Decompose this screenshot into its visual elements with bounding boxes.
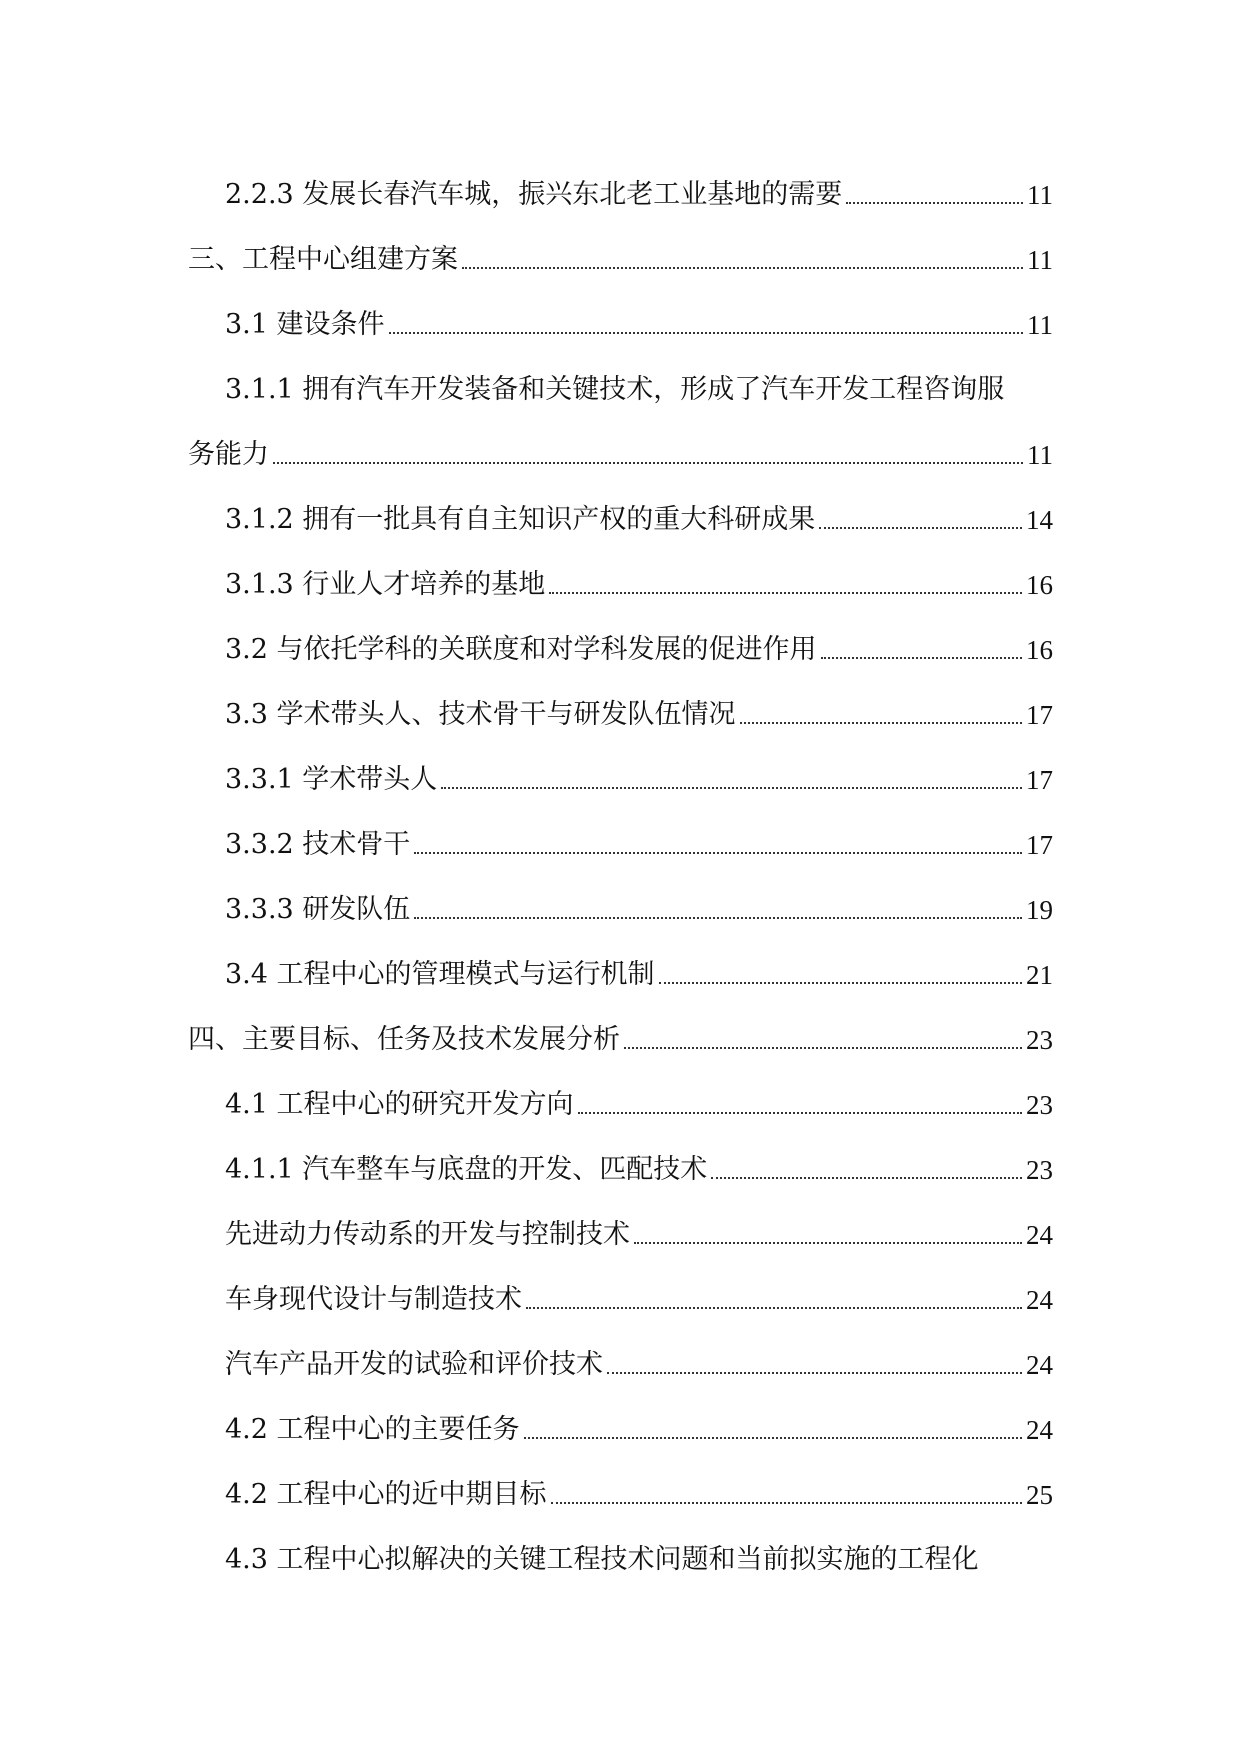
toc-dot-leader	[846, 202, 1023, 204]
toc-entry-title: 3.3.3 研发队伍	[225, 894, 411, 925]
toc-dot-leader	[607, 1372, 1022, 1374]
toc-entry[interactable]	[188, 1513, 1053, 1578]
toc-page-number: 17	[1026, 700, 1053, 730]
toc-page-number: 23	[1026, 1025, 1053, 1055]
toc-entry[interactable]	[188, 343, 1053, 408]
toc-entry-title: 3.1.2 拥有一批具有自主知识产权的重大科研成果	[225, 504, 816, 535]
toc-entry[interactable]	[188, 1383, 1053, 1448]
toc-page-number: 11	[1027, 440, 1053, 470]
toc-dot-leader	[273, 462, 1023, 464]
toc-entry[interactable]	[188, 1448, 1053, 1513]
toc-dot-leader	[414, 917, 1022, 919]
toc-entry[interactable]	[188, 278, 1053, 343]
toc-dot-leader	[441, 787, 1022, 789]
toc-page-number: 25	[1026, 1480, 1053, 1510]
toc-dot-leader	[711, 1177, 1022, 1179]
toc-entry-title: 3.4 工程中心的管理模式与运行机制	[225, 959, 655, 990]
toc-dot-leader	[659, 982, 1022, 984]
toc-entry[interactable]	[188, 603, 1053, 668]
toc-entry-title: 先进动力传动系的开发与控制技术	[225, 1219, 630, 1250]
toc-entry-title: 车身现代设计与制造技术	[225, 1284, 522, 1315]
toc-entry-title: 汽车产品开发的试验和评价技术	[225, 1349, 603, 1380]
toc-entry-title: 4.1.1 汽车整车与底盘的开发、匹配技术	[225, 1154, 708, 1185]
toc-entry[interactable]	[188, 733, 1053, 798]
toc-page-number: 14	[1026, 505, 1053, 535]
toc-page-number: 11	[1027, 180, 1053, 210]
toc-page-number: 11	[1027, 245, 1053, 275]
toc-entry-title: 3.3.2 技术骨干	[225, 829, 411, 860]
toc-entry[interactable]	[188, 1123, 1053, 1188]
toc-dot-leader	[524, 1437, 1022, 1439]
toc-dot-leader	[389, 332, 1023, 334]
toc-page-number: 16	[1026, 635, 1053, 665]
toc-entry[interactable]	[188, 993, 1053, 1058]
toc-entry[interactable]	[188, 1253, 1053, 1318]
toc-entry-title: 3.1.1 拥有汽车开发装备和关键技术，形成了汽车开发工程咨询服	[225, 374, 1005, 405]
toc-page-number: 17	[1026, 765, 1053, 795]
toc-page-number: 23	[1026, 1155, 1053, 1185]
toc-page-number: 16	[1026, 570, 1053, 600]
toc-entry[interactable]	[188, 1058, 1053, 1123]
toc-entry-title: 3.3 学术带头人、技术骨干与研发队伍情况	[225, 699, 736, 730]
toc-dot-leader	[821, 657, 1022, 659]
toc-entry-title: 务能力	[188, 439, 269, 470]
toc-entry-title: 3.1.3 行业人才培养的基地	[225, 569, 546, 600]
toc-entry[interactable]	[188, 473, 1053, 538]
toc-page-number: 23	[1026, 1090, 1053, 1120]
toc-dot-leader	[634, 1242, 1022, 1244]
toc-entry-title: 四、主要目标、任务及技术发展分析	[188, 1024, 620, 1055]
toc-dot-leader	[462, 267, 1023, 269]
toc-page-number: 11	[1027, 310, 1053, 340]
toc-dot-leader	[740, 722, 1022, 724]
toc-entry-title: 4.3 工程中心拟解决的关键工程技术问题和当前拟实施的工程化	[225, 1544, 979, 1575]
toc-entry-title: 4.2 工程中心的近中期目标	[225, 1479, 547, 1510]
toc-dot-leader	[624, 1047, 1022, 1049]
toc-entry-title: 三、工程中心组建方案	[188, 244, 458, 275]
toc-page-number: 24	[1026, 1350, 1053, 1380]
toc-dot-leader	[549, 592, 1022, 594]
toc-entry[interactable]	[188, 928, 1053, 993]
toc-entry[interactable]	[188, 1318, 1053, 1383]
toc-page-number: 19	[1026, 895, 1053, 925]
toc-entry[interactable]	[188, 538, 1053, 603]
toc-dot-leader	[414, 852, 1022, 854]
toc-page-number: 24	[1026, 1220, 1053, 1250]
toc-entry[interactable]	[188, 213, 1053, 278]
toc-entry-title: 3.2 与依托学科的关联度和对学科发展的促进作用	[225, 634, 817, 665]
toc-entry-title: 4.1 工程中心的研究开发方向	[225, 1089, 574, 1120]
toc-page-number: 24	[1026, 1285, 1053, 1315]
toc-dot-leader	[551, 1502, 1022, 1504]
toc-entry[interactable]	[188, 668, 1053, 733]
toc-entry[interactable]	[188, 1188, 1053, 1253]
toc-entry-title: 2.2.3 发展长春汽车城，振兴东北老工业基地的需要	[225, 179, 843, 210]
toc-entry[interactable]	[188, 408, 1053, 473]
toc-entry-title: 3.3.1 学术带头人	[225, 764, 438, 795]
table-of-contents	[188, 148, 1053, 1578]
toc-entry[interactable]	[188, 863, 1053, 928]
toc-dot-leader	[526, 1307, 1022, 1309]
toc-page-number: 24	[1026, 1415, 1053, 1445]
toc-entry[interactable]	[188, 148, 1053, 213]
toc-page-number: 21	[1026, 960, 1053, 990]
toc-entry[interactable]	[188, 798, 1053, 863]
toc-dot-leader	[819, 527, 1022, 529]
toc-page-number: 17	[1026, 830, 1053, 860]
toc-entry-title: 3.1 建设条件	[225, 309, 385, 340]
toc-dot-leader	[578, 1112, 1022, 1114]
toc-entry-title: 4.2 工程中心的主要任务	[225, 1414, 520, 1445]
